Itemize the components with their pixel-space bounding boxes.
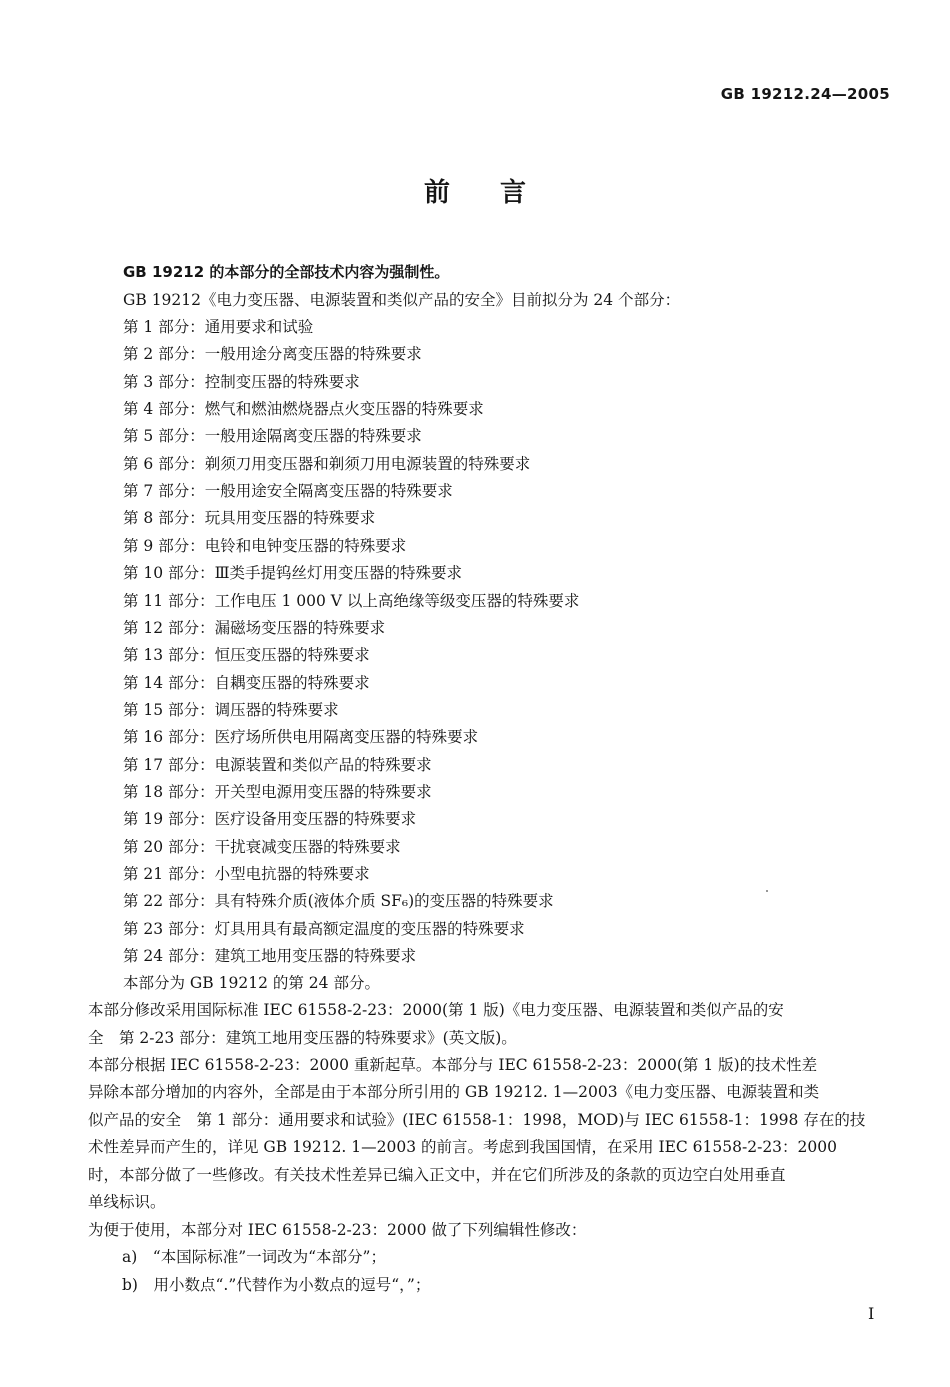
part-item: 第 19 部分：医疗设备用变压器的特殊要求	[123, 810, 417, 829]
difference-paragraph-line-1: 本部分根据 IEC 61558-2-23：2000 重新起草。本部分与 IEC 61558-2-23：2000(第 1 版)的技术性差	[88, 1056, 818, 1074]
adoption-paragraph-line-1: 本部分修改采用国际标准 IEC 61558-2-23：2000(第 1 版)《电力变压器、电源装置和类似产品的安	[88, 1001, 784, 1019]
part-item: 第 15 部分：调压器的特殊要求	[123, 700, 339, 719]
editorial-intro: 为便于使用，本部分对 IEC 61558-2-23：2000 做了下列编辑性修改：	[88, 1221, 587, 1239]
editorial-item-b: b) 用小数点“.”代替作为小数点的逗号“，”；	[122, 1276, 431, 1294]
mandatory-statement: GB 19212 的本部分的全部技术内容为强制性。	[123, 263, 450, 281]
difference-paragraph-line-4: 术性差异而产生的，详见 GB 19212. 1—2003 的前言。考虑到我国国情，在采用 IEC 61558-2-23：2000	[88, 1138, 837, 1156]
part-item: 第 13 部分：恒压变压器的特殊要求	[123, 646, 370, 665]
part-item: 第 10 部分：Ⅲ类手提钨丝灯用变压器的特殊要求	[123, 564, 463, 583]
page-title: 前言	[423, 178, 576, 208]
part-item: 第 5 部分：一般用途隔离变压器的特殊要求	[123, 427, 422, 446]
editorial-item-a: a) “本国际标准”一词改为“本部分”；	[122, 1248, 386, 1266]
part-item: 第 4 部分：燃气和燃油燃烧器点火变压器的特殊要求	[123, 400, 484, 419]
part-item: 第 8 部分：玩具用变压器的特殊要求	[123, 509, 376, 528]
this-part-statement: 本部分为 GB 19212 的第 24 部分。	[123, 974, 380, 992]
part-item: 第 2 部分：一般用途分离变压器的特殊要求	[123, 345, 422, 364]
standard-number: GB 19212.24—2005	[720, 85, 890, 103]
part-item: 第 9 部分：电铃和电钟变压器的特殊要求	[123, 536, 407, 555]
part-item: 第 20 部分：干扰衰减变压器的特殊要求	[123, 837, 401, 856]
part-item: 第 1 部分：通用要求和试验	[123, 318, 314, 336]
difference-paragraph-line-3: 似产品的安全 第 1 部分：通用要求和试验》(IEC 61558-1：1998，MOD)与 IEC 61558-1：1998 存在的技	[88, 1111, 866, 1129]
part-item: 第 17 部分：电源装置和类似产品的特殊要求	[123, 755, 432, 774]
part-item: 第 24 部分：建筑工地用变压器的特殊要求	[123, 947, 417, 966]
part-item: 第 7 部分：一般用途安全隔离变压器的特殊要求	[123, 482, 453, 501]
part-item: 第 22 部分：具有特殊介质(液体介质 SF₆)的变压器的特殊要求	[123, 892, 554, 911]
difference-paragraph-line-5: 时，本部分做了一些修改。有关技术性差异已编入正文中，并在它们所涉及的条款的页边空白处用垂直	[88, 1166, 786, 1184]
difference-paragraph-line-2: 异除本部分增加的内容外，全部是由于本部分所引用的 GB 19212. 1—2003《电力变压器、电源装置和类	[88, 1083, 820, 1101]
part-item: 第 6 部分：剃须刀用变压器和剃须刀用电源装置的特殊要求	[123, 454, 531, 473]
difference-paragraph-line-6: 单线标识。	[88, 1193, 166, 1211]
part-item: 第 23 部分：灯具用具有最高额定温度的变压器的特殊要求	[123, 919, 525, 938]
adoption-paragraph-line-2: 全 第 2-23 部分：建筑工地用变压器的特殊要求》(英文版)。	[88, 1029, 517, 1047]
part-item: 第 12 部分：漏磁场变压器的特殊要求	[123, 618, 386, 637]
part-item: 第 16 部分：医疗场所供电用隔离变压器的特殊要求	[123, 728, 479, 747]
part-item: 第 14 部分：自耦变压器的特殊要求	[123, 673, 370, 692]
scan-speck	[766, 890, 768, 892]
part-item: 第 3 部分：控制变压器的特殊要求	[123, 372, 360, 391]
page-number: I	[868, 1304, 875, 1323]
part-item: 第 21 部分：小型电抗器的特殊要求	[123, 865, 370, 883]
part-item: 第 18 部分：开关型电源用变压器的特殊要求	[123, 782, 432, 801]
series-statement: GB 19212《电力变压器、电源装置和类似产品的安全》目前拟分为 24 个部分：	[123, 291, 681, 309]
part-item: 第 11 部分：工作电压 1 000 V 以上高绝缘等级变压器的特殊要求	[123, 591, 580, 610]
